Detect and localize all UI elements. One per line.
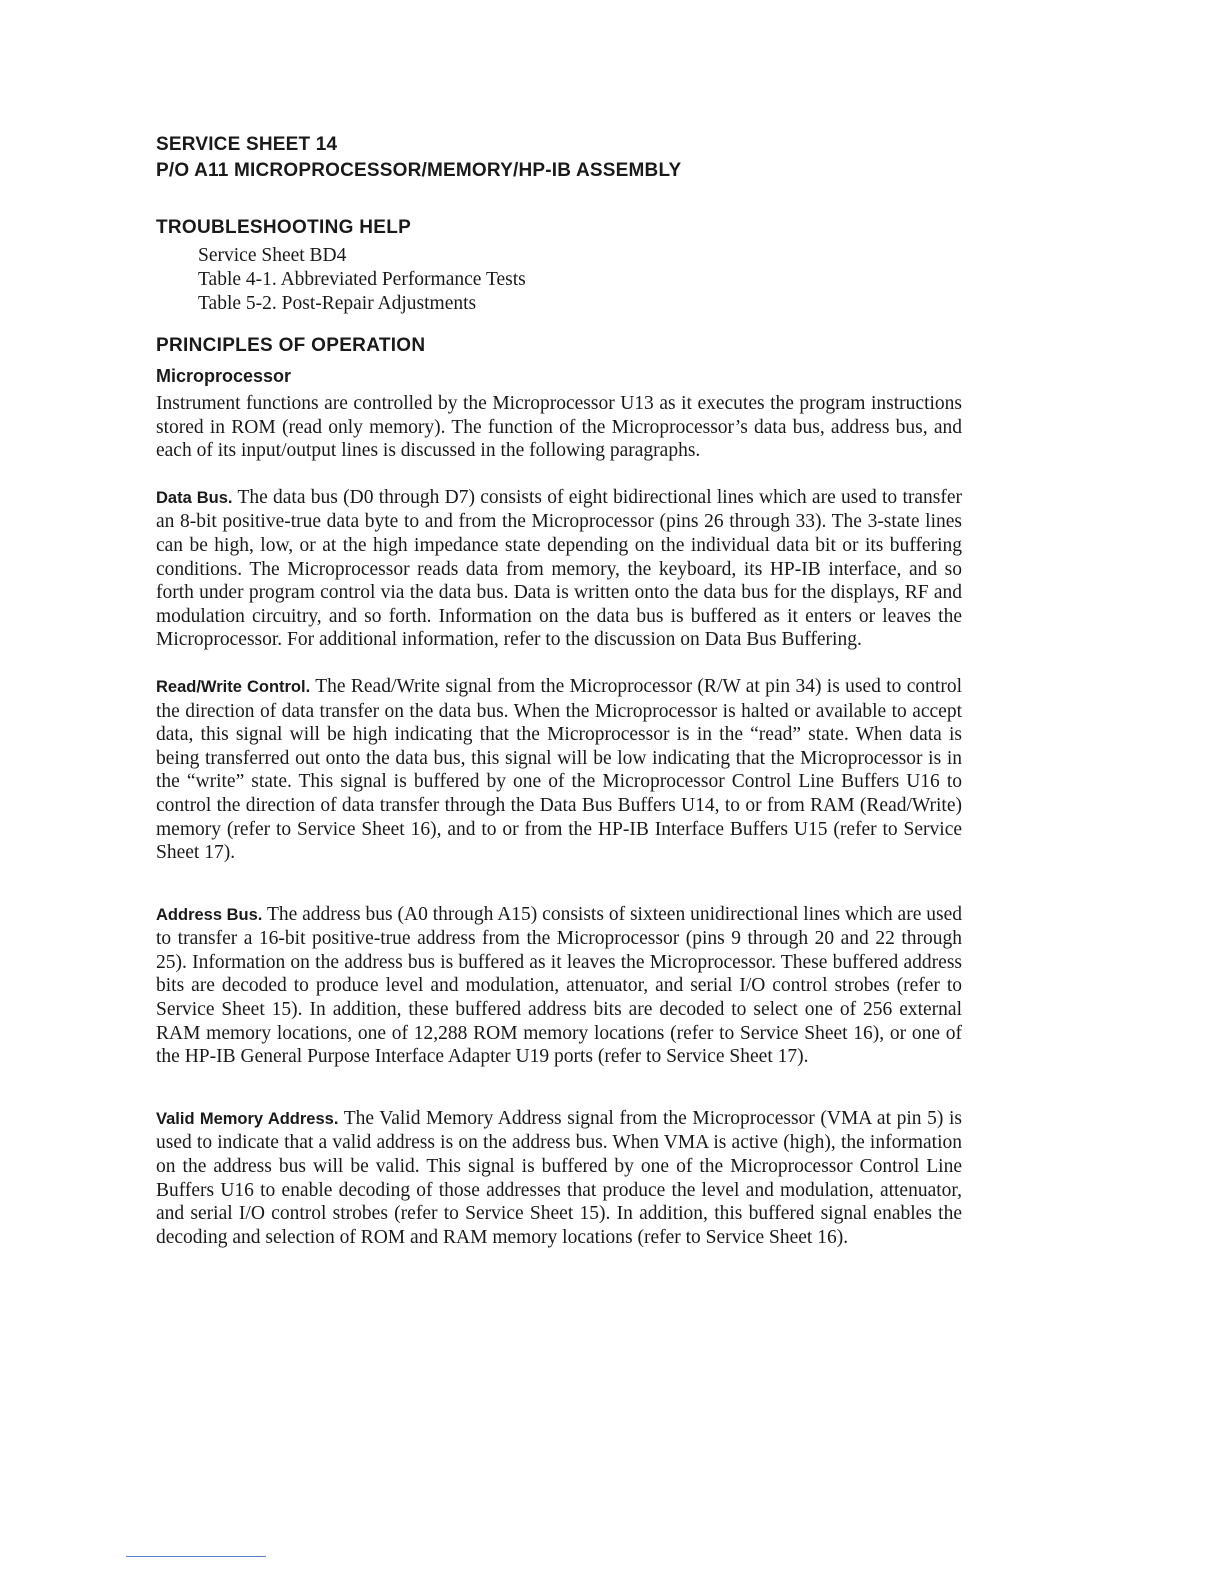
microprocessor-subheading: Microprocessor (156, 366, 292, 386)
assembly-title: P/O A11 MICROPROCESSOR/MEMORY/HP-IB ASSEMBLY (156, 160, 682, 181)
data-bus-paragraph (156, 486, 962, 652)
address-bus-paragraph (156, 903, 962, 1069)
service-sheet-number: SERVICE SHEET 14 (156, 134, 338, 155)
paragraph-text: The Read/Write signal from the Microprocessor (R/W at pin 34) is used to control the direction of data transfer on the data bus. When the Microprocessor is halted or available to accept data, this signal will be high indicating that the Microprocessor is in the “read” state. When data is being transferred out onto the data bus, this signal will be low indicating that the Microprocessor is in the “write” state. This signal is buffered by one of the Microprocessor Control Line Buffers U16 to control the direction of data transfer through the Data Bus Buffers U14, to or from RAM (Read/Write) memory (refer to Service Sheet 16), and to or from the HP-IB Interface Buffers U15 (refer to Service Sheet 17). (156, 675, 962, 864)
reference-item: Table 5-2. Post-Repair Adjustments (198, 293, 477, 314)
service-sheet-page (156, 132, 962, 1249)
intro-paragraph: Instrument functions are controlled by the Microprocessor U13 as it executes the program instructions stored in ROM (read only memory). The function of the Microprocessor’s data bus, address bus, and each of its input/output lines is discussed in the following paragraphs. (156, 393, 962, 462)
footnote-rule (126, 1556, 266, 1557)
paragraph-text: The address bus (A0 through A15) consists of sixteen unidirectional lines which are used to transfer a 16-bit positive-true address from the Microprocessor (pins 9 through 20 and 22 through 25). Information on the address bus is buffered as it leaves the Microprocessor. These buffered address bits are decoded to produce level and modulation, attenuator, and serial I/O control strobes (refer to Service Sheet 15). In addition, these buffered address bits are decoded to select one of 256 external RAM memory locations, one of 12,288 ROM memory locations (refer to Service Sheet 16), or one of the HP-IB General Purpose Interface Adapter U19 ports (refer to Service Sheet 17). (156, 903, 962, 1068)
troubleshooting-references (198, 244, 962, 316)
run-in-heading: Valid Memory Address. (156, 1109, 339, 1128)
valid-memory-address-paragraph (156, 1107, 962, 1250)
troubleshooting-heading: TROUBLESHOOTING HELP (156, 217, 412, 238)
reference-item: Table 4-1. Abbreviated Performance Tests (198, 269, 526, 290)
run-in-heading: Read/Write Control. (156, 677, 311, 696)
read-write-paragraph (156, 675, 962, 865)
reference-item: Service Sheet BD4 (198, 245, 347, 266)
run-in-heading: Data Bus. (156, 488, 233, 507)
run-in-heading: Address Bus. (156, 905, 263, 924)
paragraph-text: The data bus (D0 through D7) consists of eight bidirectional lines which are used to transfer an 8-bit positive-true data byte to and from the Microprocessor (pins 26 through 33). The 3-state lines can be high, low, or at the high impedance state depending on the individual data bit or its buffering conditions. The Microprocessor reads data from memory, the keyboard, its HP-IB interface, and so forth under program control via the data bus. Data is written onto the data bus for the displays, RF and modulation circuitry, and so forth. Information on the data bus is buffered as it enters or leaves the Microprocessor. For additional information, refer to the discussion on Data Bus Buffering. (156, 486, 962, 651)
paragraph-text: The Valid Memory Address signal from the Microprocessor (VMA at pin 5) is used to indicate that a valid address is on the address bus. When VMA is active (high), the information on the address bus will be valid. This signal is buffered by one of the Microprocessor Control Line Buffers U16 to enable decoding of those addresses that produce the level and modulation, attenuator, and serial I/O control strobes (refer to Service Sheet 15). In addition, this buffered signal enables the decoding and selection of ROM and RAM memory locations (refer to Service Sheet 16). (156, 1107, 963, 1248)
principles-heading: PRINCIPLES OF OPERATION (156, 335, 426, 356)
